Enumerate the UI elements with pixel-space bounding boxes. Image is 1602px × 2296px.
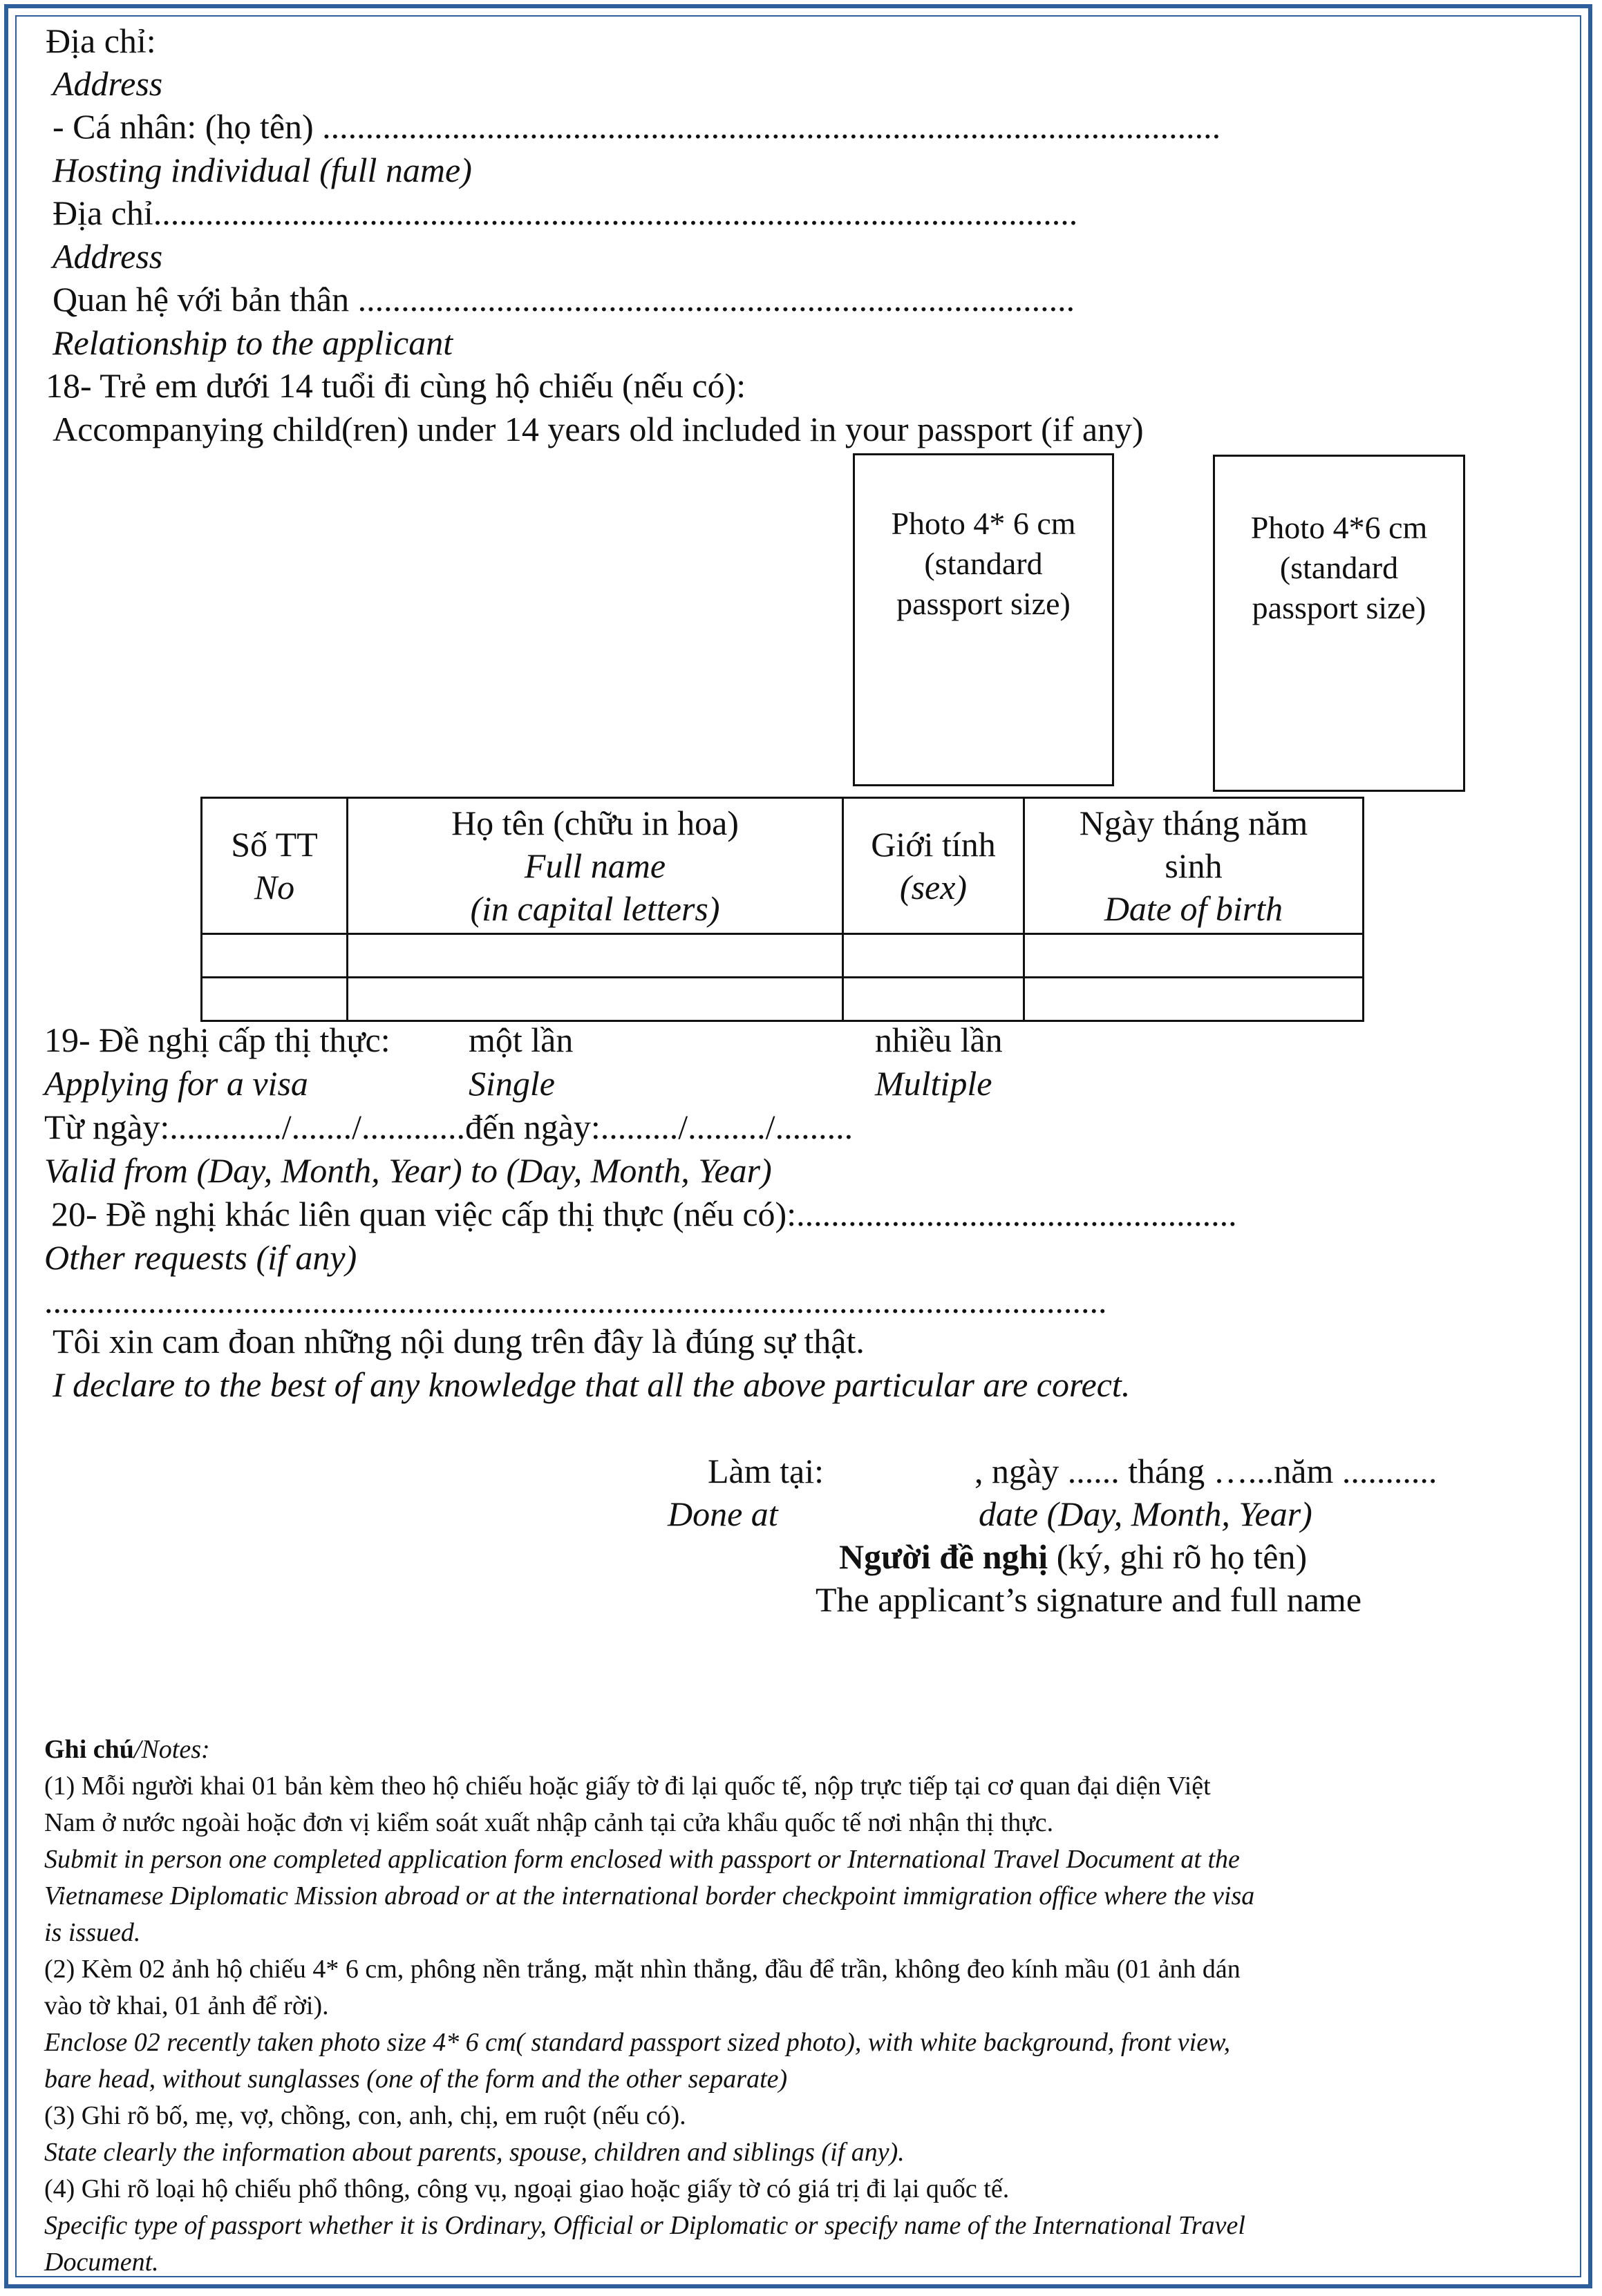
note-line: Specific type of passport whether it is Ordinary, Official or Diplomatic or specify name of the International Travel <box>44 2211 1245 2240</box>
single-entry-option[interactable]: một lần <box>469 1021 574 1059</box>
visa-validity-field[interactable]: Từ ngày:............./......./............đến ngày:........./........./......... <box>44 1108 854 1146</box>
item18-heading: 18- Trẻ em dưới 14 tuổi đi cùng hộ chiếu (nếu có): <box>46 366 746 405</box>
note-line: (4) Ghi rõ loại hộ chiếu phổ thông, công vụ, ngoại giao hoặc giấy tờ có giá trị đi lại quốc tế. <box>44 2174 1010 2203</box>
relationship-field[interactable]: Quan hệ với bản thân ................................................................................... <box>53 280 1075 319</box>
single-entry-label-en: Single <box>469 1064 555 1103</box>
table-row <box>202 978 1364 1021</box>
applicant-label-rest: (ký, ghi rõ họ tên) <box>1048 1537 1308 1576</box>
photo-box-1-size: Photo 4* 6 cm <box>891 506 1076 541</box>
relationship-label-en: Relationship to the applicant <box>53 323 453 362</box>
note-line: (2) Kèm 02 ảnh hộ chiếu 4* 6 cm, phông nền trắng, mặt nhìn thẳng, đầu để trần, không đeo kính mầu (01 ảnh dán <box>44 1955 1241 1984</box>
declaration-vi: Tôi xin cam đoan những nội dung trên đây là đúng sự thật. <box>53 1322 865 1360</box>
notes-title-bold: Ghi chú <box>44 1735 134 1764</box>
photo-box-2-standard: (standard <box>1279 550 1399 585</box>
other-requests-line[interactable]: ........................................................................................................................... <box>44 1282 1107 1320</box>
applicant-signature-label-en: The applicant’s signature and full name <box>816 1580 1362 1619</box>
note-line: Submit in person one completed application form enclosed with passport or International Travel Document at the <box>44 1845 1240 1874</box>
photo-box-1-standard: (standard <box>924 546 1043 581</box>
place-label: Làm tại: <box>708 1452 824 1490</box>
col-dob-header <box>1024 798 1364 934</box>
note-line: Document. <box>44 2248 159 2277</box>
col-name-header <box>348 798 843 934</box>
declaration-en: I declare to the best of any knowledge that all the above particular are corect. <box>53 1365 1131 1404</box>
place-label-en: Done at <box>668 1495 778 1533</box>
table-row <box>202 934 1364 978</box>
photo-box-1[interactable] <box>853 453 1114 786</box>
children-table-header <box>202 798 1364 934</box>
note-line: Nam ở nước ngoài hoặc đơn vị kiểm soát xuất nhập cảnh tại cửa khẩu quốc tế nơi nhận thị thực. <box>44 1808 1054 1837</box>
col-sex-vi: Giới tính <box>871 825 996 864</box>
col-dob-en: Date of birth <box>1104 889 1283 928</box>
col-dob-vi: Ngày tháng năm <box>1079 804 1308 842</box>
col-name-en: Full name <box>524 846 666 885</box>
item19-heading: 19- Đề nghị cấp thị thực: <box>44 1021 390 1059</box>
notes-title-rest: /Notes: <box>133 1735 210 1764</box>
child-no-cell[interactable] <box>202 978 348 1021</box>
col-sex-header <box>843 798 1024 934</box>
individual-address-label-en: Address <box>53 237 163 276</box>
note-line: vào tờ khai, 01 ảnh để rời). <box>44 1991 329 2020</box>
address-label: Địa chỉ: <box>46 21 156 60</box>
hosting-individual-field[interactable]: - Cá nhân: (họ tên) ........................................................................................................ <box>53 107 1221 146</box>
item19-heading-en: Applying for a visa <box>44 1064 308 1103</box>
multiple-entry-label-en: Multiple <box>875 1064 992 1103</box>
col-no-vi: Số TT <box>231 825 318 864</box>
photo-box-2-size: Photo 4*6 cm <box>1250 510 1428 545</box>
note-line: Enclose 02 recently taken photo size 4* 6 cm( standard passport sized photo), with white background, front view, <box>44 2028 1231 2057</box>
photo-box-2[interactable] <box>1213 455 1465 792</box>
item18-heading-en: Accompanying child(ren) under 14 years old included in your passport (if any) <box>53 410 1144 448</box>
other-requests-label-en: Other requests (if any) <box>44 1238 357 1277</box>
child-name-cell[interactable] <box>348 934 843 978</box>
note-line: Vietnamese Diplomatic Mission abroad or at the international border checkpoint immigration office where the visa <box>44 1881 1255 1910</box>
note-line: bare head, without sunglasses (one of the form and the other separate) <box>44 2065 788 2094</box>
note-line: is issued. <box>44 1918 141 1947</box>
other-requests-field[interactable]: 20- Đề nghị khác liên quan việc cấp thị thực (nếu có):................................................... <box>51 1195 1237 1233</box>
visa-validity-label-en: Valid from (Day, Month, Year) to (Day, Month, Year) <box>44 1151 772 1190</box>
child-dob-cell[interactable] <box>1024 934 1364 978</box>
date-label-en <box>979 1492 1312 1535</box>
multiple-entry-option[interactable]: nhiều lần <box>875 1021 1003 1059</box>
applicant-label <box>839 1535 1307 1578</box>
note-line: (1) Mỗi người khai 01 bản kèm theo hộ chiếu hoặc giấy tờ đi lại quốc tế, nộp trực tiếp tại cơ quan đại diện Việt <box>44 1772 1211 1801</box>
child-sex-cell[interactable] <box>843 934 1024 978</box>
applicant-label-bold: Người đề nghị <box>839 1537 1048 1576</box>
children-table <box>200 797 1364 1022</box>
child-sex-cell[interactable] <box>843 978 1024 1021</box>
note-line: (3) Ghi rõ bố, mẹ, vợ, chồng, con, anh, chị, em ruột (nếu có). <box>44 2101 686 2130</box>
note-line: State clearly the information about parents, spouse, children and siblings (if any). <box>44 2138 905 2167</box>
col-no-header <box>202 798 348 934</box>
address-label-en: Address <box>53 64 163 103</box>
child-no-cell[interactable] <box>202 934 348 978</box>
photo-box-2-passport: passport size) <box>1252 590 1426 625</box>
hosting-individual-label-en: Hosting individual (full name) <box>53 151 472 189</box>
child-name-cell[interactable] <box>348 978 843 1021</box>
date-field[interactable]: , ngày ...... tháng …...năm ........... <box>974 1452 1438 1490</box>
col-dob-vi-2: sinh <box>1165 846 1223 885</box>
notes-title <box>44 1732 210 1767</box>
col-sex-en: (sex) <box>899 868 968 907</box>
photo-box-1-passport: passport size) <box>896 586 1071 621</box>
col-name-vi: Họ tên (chữu in hoa) <box>451 804 739 842</box>
col-no-en: No <box>254 868 295 907</box>
individual-address-field[interactable]: Địa chỉ........................................................................................................... <box>53 193 1078 232</box>
col-name-en-note: (in capital letters) <box>470 889 720 928</box>
child-dob-cell[interactable] <box>1024 978 1364 1021</box>
date-label-en-text: date (Day, Month, Year) <box>979 1495 1312 1533</box>
